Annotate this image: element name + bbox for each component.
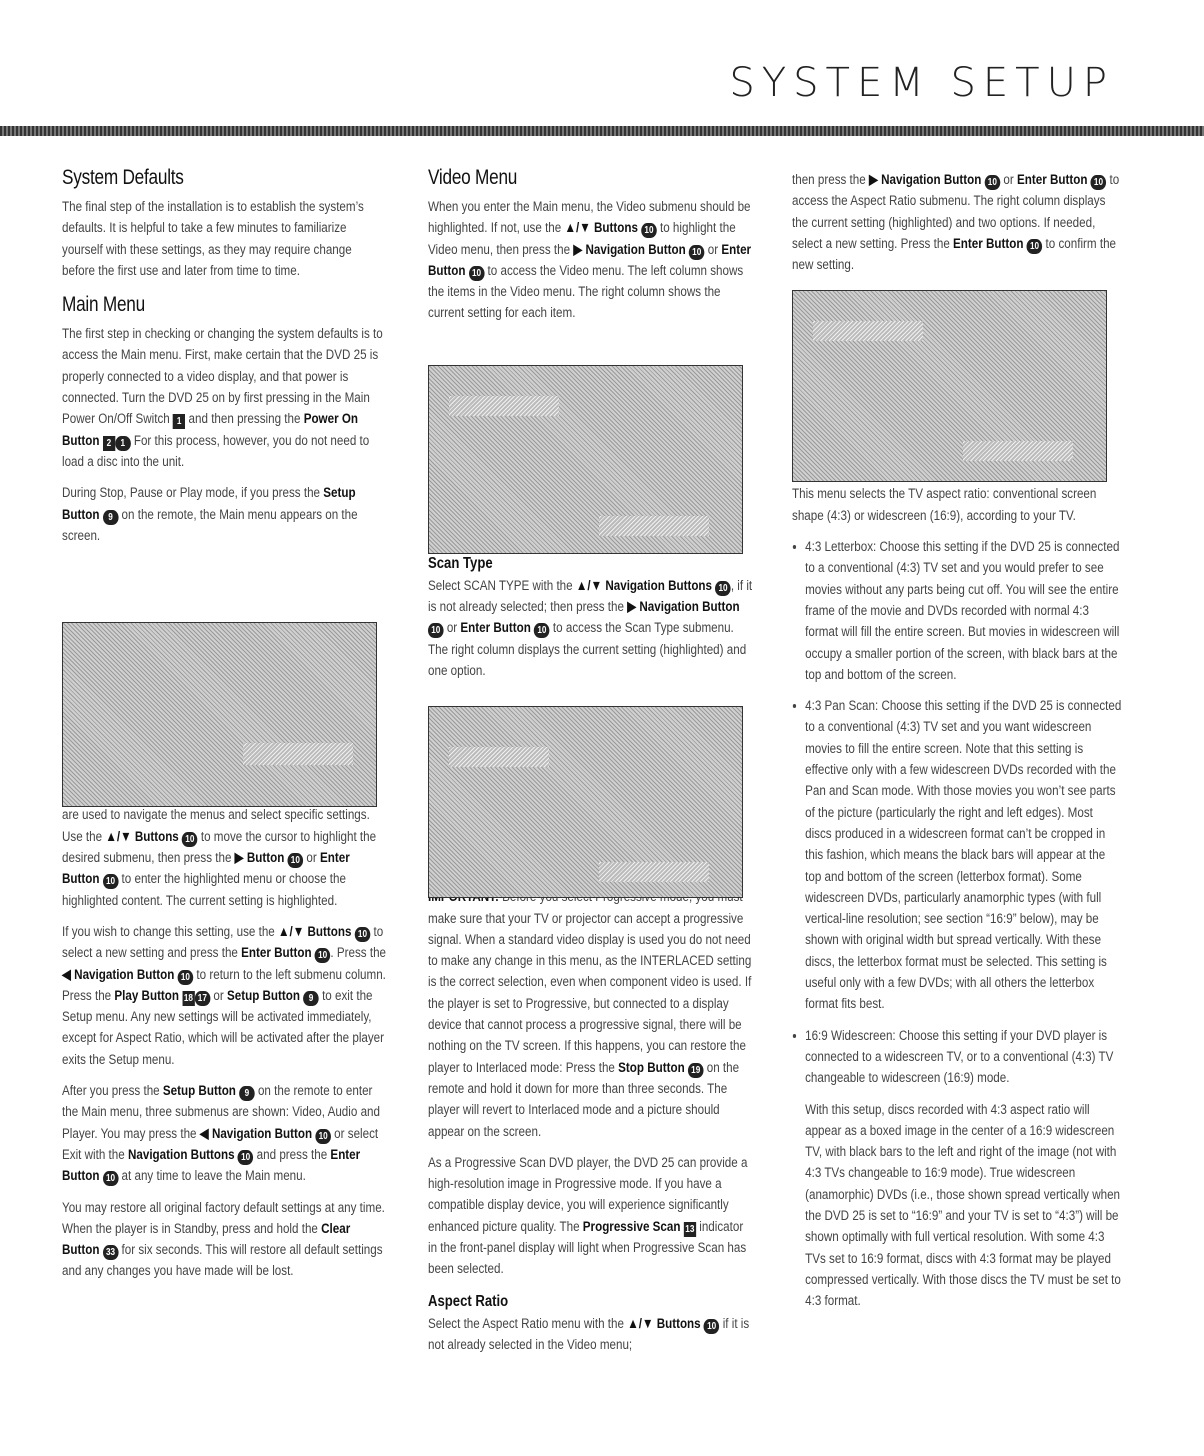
callout-badge: 10 xyxy=(704,1319,720,1334)
heading-system-defaults: System Defaults xyxy=(62,166,184,189)
callout-badge: 10 xyxy=(469,266,485,281)
para-aspect-cont: then press the ▶ Navigation Button 10 or Enter Button 10 to access the Aspect Ratio submenu. The right column displays the current setting (highlighted) and two options. If needed, select a new setting. Press the Enter Button 10 to confirm the new setting. xyxy=(792,172,1120,274)
callout-badge: 18 xyxy=(183,992,193,1004)
callout-badge: 9 xyxy=(103,510,119,525)
list-item: • 16:9 Widescreen: Choose this setting if your DVD player is connected to a widescreen TV, or to a conventional (4:3) TV changeable to widescreen (16:9) mode. xyxy=(805,1026,1122,1090)
heading-video-menu: Video Menu xyxy=(428,166,518,189)
para-important: make sure that your TV or projector can accept a progressive signal. When a standard video display is used you do not need to make any change in this menu, as the INTERLACED setting is the correct selection, even when component video is used. If the player is set to Progressive, but connected to a display device that cannot process a progressive signal, there will be nothing on the TV screen. If this happens, you can restore the player to Interlaced mode: Press the Stop Button 19 on the remote and hold it down for more than three seconds. The player will revert to Interlaced mode and a picture should appear on the screen. xyxy=(428,910,752,1140)
para-nav-2: If you wish to change this setting, use the ▲/▼ Buttons 10 to select a new setting and press the Enter Button 10 . Press the ◀ Navigation Button 10 to return to the left submenu column. Press the Play Button 18 17 or Setup Button 9 to exit the Setup menu. Any new settings will be activated immediately, except for Aspect Ratio, which will be activated after the player exits the Setup menu. xyxy=(62,923,387,1068)
callout-badge: 17 xyxy=(195,991,211,1006)
callout-badge: 1 xyxy=(173,414,185,429)
callout-badge: 9 xyxy=(303,991,319,1006)
callout-badge: 10 xyxy=(985,175,1001,190)
page-title: SYSTEM SETUP xyxy=(729,60,1114,106)
aspect-options-list xyxy=(792,537,1122,1089)
callout-badge: 10 xyxy=(238,1150,254,1165)
para-progressive: As a Progressive Scan DVD player, the DVD 25 can provide a high-resolution image in Progressive mode. If you have a compatible display device, you will experience significantly enhanced picture quality. The Progressive Scan 13 indicator in the front-panel display will light when Progressive Scan has been selected. xyxy=(428,1154,748,1278)
list-item: • 4:3 Pan Scan: Choose this setting if the DVD 25 is connected to a conventional (4:3) TV set and you want widescreen movies to fill the entire screen. Note that this setting is effective only with a few widescreen DVDs recorded with the Pan and Scan mode. With those movies you won’t see parts of the picture (particularly the right and left edges). Most discs produced in a widescreen format can’t be cropped in this fashion, which means the black bars will appear at the top and bottom of the screen (letterbox format). Some widescreen DVDs, particularly anamorphic types (with full vertical-line resolution; see section “16:9” below), may be shown with original width but spread vertically. With these discs, the letterbox format must be selected. This setting is useful only with a few DVDs; with all others the letterbox format fits best. xyxy=(805,696,1122,1015)
callout-badge: 10 xyxy=(534,623,550,638)
callout-badge: 10 xyxy=(641,223,657,238)
para-scan: Select SCAN TYPE with the ▲/▼ Navigation Buttons 10 , if it is not already selected; then press the ▶ Navigation Button 10 or Enter Button 10 to access the Scan Type submenu. The right column displays the current setting (highlighted) and one option. xyxy=(428,577,753,679)
list-item: • 4:3 Letterbox: Choose this setting if the DVD 25 is connected to a conventional (4:3) TV set and you would prefer to see movies without any parts being cut off. You will see the entire frame of the movie and DVDs recorded with normal 4:3 format will fill the entire screen. But movies in widescreen will occupy a smaller portion of the screen, with black bars at the top and bottom of the screen. xyxy=(805,537,1122,686)
heading-main-menu: Main Menu xyxy=(62,293,145,317)
callout-badge: 10 xyxy=(182,832,198,847)
callout-badge: 10 xyxy=(715,581,731,596)
aspect-ratio-screen-image xyxy=(792,290,1107,482)
callout-badge: 9 xyxy=(239,1086,255,1101)
callout-badge: 19 xyxy=(688,1063,704,1078)
callout-badge: 2 xyxy=(103,436,115,451)
para-menu: This menu selects the TV aspect ratio: conventional screen shape (4:3) or widescreen (16:9), according to your TV. xyxy=(792,486,1097,524)
para-main-1: The first step in checking or changing the system defaults is to access the Main menu. First, make certain that the DVD 25 is properly connected to a video display, and that power is connected. Turn the DVD 25 on by first pressing in the Main Power On/Off Switch 1 and then pressing the Power On Button 2 1 For this process, however, you do not need to load a disc into the unit. xyxy=(62,326,383,470)
video-menu-screen-image xyxy=(428,365,743,554)
callout-badge: 1 xyxy=(115,436,131,451)
main-menu-screen-image xyxy=(62,622,377,807)
callout-badge: 10 xyxy=(103,874,119,889)
callout-badge: 13 xyxy=(685,1223,695,1235)
callout-badge: 10 xyxy=(689,245,705,260)
heading-aspect-ratio: Aspect Ratio xyxy=(428,1292,509,1310)
para-widescreen: With this setup, discs recorded with 4:3 aspect ratio will appear as a boxed image in the center of a 16:9 widescreen TV, with black bars to the left and right of the image (not with 4:3 TVs changeable to 16:9 mode). True widescreen (anamorphic) DVDs (i.e., those shown spread vertically when the DVD 25 is set to “16:9” and your TV is set to “4:3”) will be shown optimally with full vertical resolution. With some 4:3 TVs set to 16:9 format, discs with 4:3 format may be played compressed vertically. With those discs the TV must be set to 4:3 format. xyxy=(805,1101,1121,1310)
header-rule xyxy=(0,126,1204,136)
para-video: When you enter the Main menu, the Video submenu should be highlighted. If not, use the ▲/▼ Buttons 10 to highlight the Video menu, then press the ▶ Navigation Button 10 or Enter Button 10 to access the Video menu. The left column shows the items in the Video menu. The right column shows the current setting for each item. xyxy=(428,199,752,322)
callout-badge: 10 xyxy=(428,623,444,638)
heading-scan-type: Scan Type xyxy=(428,554,493,572)
para-nav-1: are used to navigate the menus and select specific settings. Use the ▲/▼ Buttons 10 to move the cursor to highlight the desired submenu, then press the ▶ Button 10 or Enter Button 10 to enter the highlighted menu or choose the highlighted content. The current setting is highlighted. xyxy=(62,784,387,912)
callout-badge: 10 xyxy=(178,970,194,985)
callout-badge: 10 xyxy=(103,1171,119,1186)
callout-badge: 10 xyxy=(1091,175,1107,190)
para-nav-4: You may restore all original factory default settings at any time. When the player is in Standby, press and hold the Clear Button 33 for six seconds. This will restore all default settings and any changes you have made will be lost. xyxy=(62,1199,385,1280)
para-nav-3: After you press the Setup Button 9 on the remote to enter the Main menu, three submenus are shown: Video, Audio and Player. You may press the ◀ Navigation Button 10 or select Exit with the Navigation Buttons 10 and press the Enter Button 10 at any time to leave the Main menu. xyxy=(62,1083,380,1185)
callout-badge: 10 xyxy=(315,1129,331,1144)
callout-badge: 10 xyxy=(288,853,304,868)
scan-type-screen-image xyxy=(428,706,743,898)
callout-badge: 10 xyxy=(315,948,331,963)
callout-badge: 10 xyxy=(1027,239,1043,254)
para-defaults: The final step of the installation is to establish the system’s defaults. It is helpful to take a few minutes to familiarize yourself with these settings, as they may require change before the first use and later from time to time. xyxy=(62,199,364,279)
para-aspect: Select the Aspect Ratio menu with the ▲/▼ Buttons 10 if it is not already selected in the Video menu; xyxy=(428,1315,750,1353)
callout-badge: 33 xyxy=(103,1245,119,1260)
callout-badge: 10 xyxy=(355,927,371,942)
para-main-2: During Stop, Pause or Play mode, if you press the Setup Button 9 on the remote, the Main menu appears on the screen. xyxy=(62,485,358,544)
